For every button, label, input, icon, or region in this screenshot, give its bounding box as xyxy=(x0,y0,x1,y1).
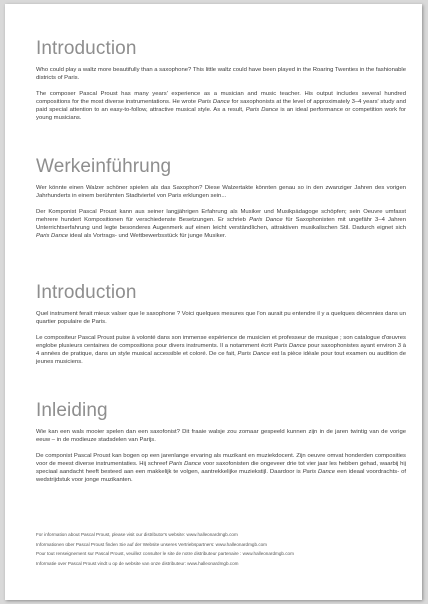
section-heading: Introduction xyxy=(36,282,137,303)
footer-line-nl: Informatie over Pascal Proust vindt u op de website van onze distributeur: www.halleonardmgb.com xyxy=(36,560,239,566)
work-title: Paris Dance xyxy=(245,107,279,114)
composer-paragraph xyxy=(36,452,406,484)
distributor-footer xyxy=(36,530,406,568)
paragraph-text: Le compositeur Pascal Proust puise à volonté dans son immense expérience de musicien et professeur de musique ; son catalogue d'œuvres englobe plusieurs centaines de compositions pour divers instruments. Il a notamment écrit xyxy=(36,335,406,350)
paragraph-text: The composer Pascal Proust has many years' experience as a musician and music teacher. His output includes several hundred compositions for the most diverse instrumentations. He wrote xyxy=(36,91,406,106)
work-title: Paris Dance xyxy=(273,343,306,350)
paragraph-text: Der Komponist Pascal Proust kann aus seiner langjährigen Erfahrung als Musiker und Musikpädagoge schöpfen; sein Oeuvre umfasst mehrere hundert Kompositionen für verschiedenste Besetzungen. Er schrieb xyxy=(36,209,406,224)
paragraph-text: voor saxofonisten die ongeveer drie tot vier jaar les hebben gehad, waarbij hij speciaal aandacht heeft besteed aan een makkelijk te volgen, aantrekkelijke muziekstijl. Daardoor is xyxy=(36,461,406,476)
document-page xyxy=(5,4,422,600)
paragraph-text: is an ideal performance or competition work for young musicians. xyxy=(36,107,407,122)
section-heading: Inleiding xyxy=(36,400,108,421)
paragraph-text: est la pièce idéale pour tout examen ou audition de jeunes musiciens. xyxy=(36,351,406,366)
section-werkeinfuehrung-de xyxy=(36,156,406,241)
footer-line-en: For information about Pascal Proust, please visit our distributor's website: www.halleonardmgb.com xyxy=(36,532,238,537)
composer-paragraph xyxy=(36,90,406,122)
section-inleiding-nl xyxy=(36,400,406,485)
work-title: Paris Dance xyxy=(249,217,283,224)
section-introduction-en xyxy=(36,38,406,123)
paragraph-text: ideal als Vortrags- und Wettbewerbsstück für junge Musiker. xyxy=(68,233,227,240)
section-heading: Werkeinführung xyxy=(36,156,172,177)
work-title: Paris Dance xyxy=(197,99,230,106)
work-title: Paris Dance xyxy=(237,351,270,358)
intro-paragraph: Wie kan een wals mooier spelen dan een saxofonist? Dit fraaie walsje zou zomaar gespeeld kunnen zijn in de jaren twintig van de vorige eeuw – in de modieuze stadsdelen van Parijs. xyxy=(36,429,406,444)
composer-paragraph xyxy=(36,334,406,366)
section-introduction-fr xyxy=(36,282,406,367)
intro-paragraph: Wer könnte einen Walzer schöner spielen als das Saxophon? Diese Walzertakte könnten genau so in den zwanziger Jahren des vorigen Jahrhunderts in einem berühmten Stadtviertel von Paris erklungen sein... xyxy=(36,185,406,200)
paragraph-text: pour saxophonistes ayant environ 3 à 4 années de pratique, dans un style musical accessible et coloré. De ce fait, xyxy=(36,343,406,358)
footer-line-de: Informationen über Pascal Proust finden Sie auf der Website unseres Vertriebspartners: www.halleonardmgb.com xyxy=(36,541,267,547)
composer-paragraph xyxy=(36,208,406,240)
work-title: Paris Dance xyxy=(36,233,69,240)
paragraph-text: for saxophonists at the level of approximately 3–4 years' study and paid special attention to an easy-to-follow, attractive musical style. As a result, xyxy=(36,99,407,114)
paragraph-text: een ideaal voordrachts- of wedstrijdstuk voor jonge muzikanten. xyxy=(36,469,407,484)
footer-line-fr: Pour tout renseignement sur Pascal Proust, veuillez consulter le site de notre distributeur partenaire : www.halleonardmgb.com xyxy=(36,551,294,557)
work-title: Paris Dance xyxy=(168,461,202,468)
intro-paragraph: Quel instrument ferait mieux valser que le saxophone ? Voici quelques mesures que l'on aurait pu entendre il y a quelques décennies dans un quartier populaire de Paris. xyxy=(36,311,406,326)
work-title: Paris Dance xyxy=(302,469,336,476)
intro-paragraph: Who could play a waltz more beautifully than a saxophone? This little waltz could have been played in the Roaring Twenties in the fashionable districts of Paris. xyxy=(36,67,406,82)
section-heading: Introduction xyxy=(36,38,137,59)
paragraph-text: für Saxophonisten mit ungefähr 3–4 Jahren Unterrichtserfahrung und legte besonderes Augenmerk auf einen leicht verständlichen, attraktiven musikalischen Stil. Dadurch eignet sich xyxy=(36,217,406,232)
paragraph-text: De componist Pascal Proust kan bogen op een jarenlange ervaring als muzikant en muziekdocent. Zijn oeuvre omvat honderden composities voor de meest diverse instrumentaties. Hij schreef xyxy=(36,453,406,468)
